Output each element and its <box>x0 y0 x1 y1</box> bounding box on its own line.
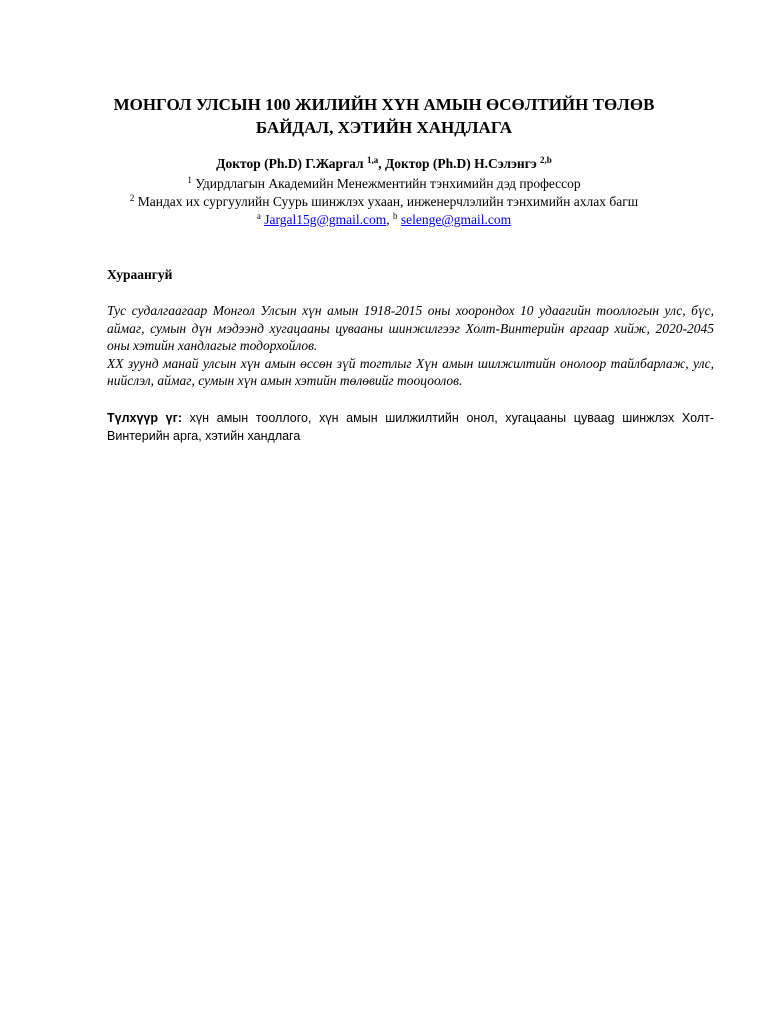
author-line <box>80 155 688 172</box>
affiliation-text-2: Мандах их сургуулийн Суурь шинжлэх ухаан, инженерчлэлийн тэнхимийн ахлах багш <box>137 194 639 209</box>
email-sup-b: b <box>393 211 398 221</box>
keywords-label: Түлхүүр үг: <box>107 411 183 425</box>
abstract-paragraph-2: XX зуунд манай улсын хүн амын өссөн зүй тогтлыг Хүн амын шилжилтийн онолоор тайлбарлаж, улс, нийслэл, аймаг, сумын хүн амын хэтийн төлөвийг тооцоолов. <box>107 355 714 388</box>
affiliation-1 <box>60 175 708 192</box>
abstract-paragraph-1: Тус судалгаагаар Монгол Улсын хүн амын 1918-2015 оны хоорондох 10 удаагийн тооллогын улс, бүс, аймаг, сумын дүн мэдээнд хугацааны цувааны шинжилгээг Холт-Винтерийн аргаар хийж, 2020-2045 оны хэтийн хандлагыг тодорхойлов. <box>107 303 714 353</box>
abstract-heading: Хураангуй <box>107 267 173 282</box>
email-line <box>60 211 708 228</box>
affiliation-sup-1: 1 <box>187 175 192 185</box>
affiliation-sup-2: 2 <box>129 193 135 203</box>
keywords-text: хүн амын тооллого, хүн амын шилжилтийн онол, хугацааны цуваag шинжлэх Холт-Винтерийн арга, хэтийн хандлага <box>107 411 714 443</box>
abstract-body <box>107 302 714 390</box>
paper-title: МОНГОЛ УЛСЫН 100 ЖИЛИЙН ХҮН АМЫН ӨСӨЛТИЙН ТӨЛӨВ БАЙДАЛ, ХЭТИЙН ХАНДЛАГА <box>113 95 655 137</box>
author-separator: , <box>378 156 385 171</box>
author-name-1: Доктор (Ph.D) Г.Жаргал <box>216 156 364 171</box>
author-sup-2: 2,b <box>540 155 552 165</box>
author-name-2: Доктор (Ph.D) Н.Сэлэнгэ <box>384 156 537 171</box>
affiliation-2 <box>60 193 708 210</box>
affiliation-text-1: Удирдлагын Академийн Менежментийн тэнхимийн дэд профессор <box>195 176 581 191</box>
author-sup-1: 1,a <box>366 155 379 165</box>
email-sup-a: a <box>256 211 261 221</box>
email-separator: , <box>386 212 393 227</box>
email-link-1[interactable]: Jargal15g@gmail.com <box>264 212 387 227</box>
email-link-2[interactable]: selenge@gmail.com <box>400 212 512 227</box>
keywords-block <box>107 410 714 445</box>
